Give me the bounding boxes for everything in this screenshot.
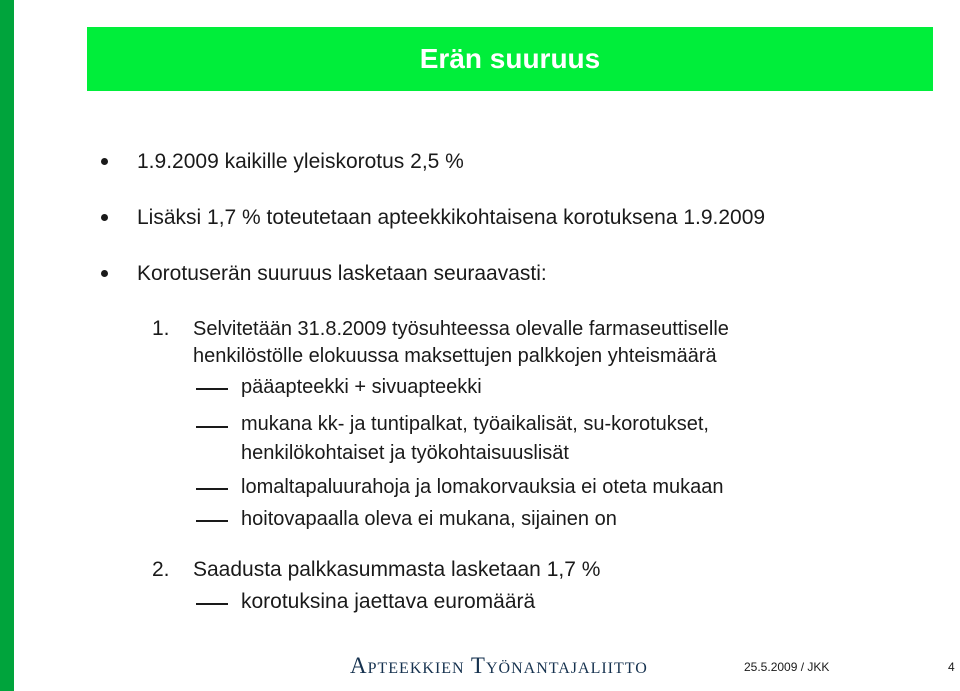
- dash-marker: [196, 603, 228, 605]
- brand-logo-text: Apteekkien Työnantajaliitto: [350, 653, 648, 678]
- slide-title: Erän suuruus: [419, 43, 601, 74]
- step-text: henkilöstölle elokuussa maksettujen palkkojen yhteismäärä: [193, 345, 717, 367]
- sub-item-text: henkilökohtaiset ja työkohtaisuuslisät: [241, 442, 569, 464]
- step-text: Saadusta palkkasummasta lasketaan 1,7 %: [193, 558, 601, 581]
- dash-marker: [196, 520, 228, 522]
- sub-item-text: mukana kk- ja tuntipalkat, työaikalisät, su-korotukset,: [241, 413, 709, 435]
- dash-marker: [196, 488, 228, 490]
- bullet-dot: [101, 158, 108, 165]
- footer-date: 25.5.2009 / JKK: [744, 660, 830, 674]
- step-number: 2.: [152, 558, 170, 581]
- dash-marker: [196, 388, 228, 390]
- dash-marker: [196, 426, 228, 428]
- step-text: Selvitetään 31.8.2009 työsuhteessa olevalle farmaseuttiselle: [193, 318, 729, 340]
- left-accent-bar: [0, 0, 14, 691]
- step-number: 1.: [152, 317, 170, 340]
- bullet-dot: [101, 214, 108, 221]
- bullet-dot: [101, 270, 108, 277]
- sub-item-text: pääapteekki + sivuapteekki: [241, 376, 482, 398]
- bullet-text: 1.9.2009 kaikille yleiskorotus 2,5 %: [137, 150, 464, 173]
- page-number: 4: [948, 660, 955, 674]
- sub-item-text: hoitovapaalla oleva ei mukana, sijainen on: [241, 508, 617, 530]
- bullet-text: Korotuserän suuruus lasketaan seuraavasti:: [137, 262, 547, 285]
- sub-item-text: lomaltapaluurahoja ja lomakorvauksia ei oteta mukaan: [241, 476, 724, 498]
- sub-item-text: korotuksina jaettava euromäärä: [241, 590, 536, 613]
- bullet-text: Lisäksi 1,7 % toteutetaan apteekkikohtaisena korotuksena 1.9.2009: [137, 206, 766, 229]
